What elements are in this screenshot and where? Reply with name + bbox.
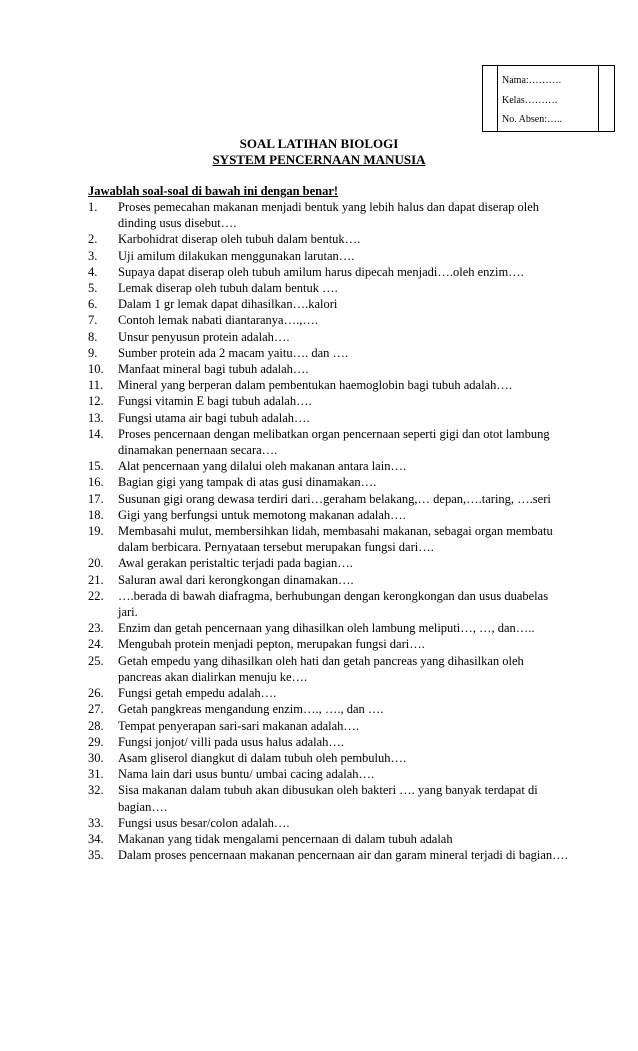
question-number: 30.	[88, 750, 104, 765]
question-text: Saluran awal dari kerongkongan dinamakan….	[118, 572, 354, 587]
question-number: 5.	[88, 281, 98, 296]
question-text: Fungsi getah empedu adalah….	[118, 686, 277, 701]
question-text: Getah pangkreas mengandung enzim…., …., dan ….	[118, 702, 384, 717]
question-text: Dalam 1 gr lemak dapat dihasilkan….kalori	[118, 297, 338, 312]
question-item	[88, 410, 568, 426]
question-text: Uji amilum dilakukan menggunakan larutan….	[118, 248, 355, 263]
question-item	[88, 248, 568, 264]
question-item	[88, 734, 568, 750]
question-text: Unsur penyusun protein adalah….	[118, 329, 290, 344]
page-subtitle: SYSTEM PENCERNAAN MANUSIA	[212, 152, 426, 167]
question-item	[88, 264, 568, 280]
question-number: 24.	[88, 637, 104, 652]
question-number: 3.	[88, 248, 98, 263]
question-text: ….berada di bawah diafragma, berhubungan dengan kerongkongan dan usus duabelas jari.	[118, 588, 549, 620]
question-number: 34.	[88, 831, 104, 846]
question-number: 35.	[88, 848, 104, 863]
question-text: Getah empedu yang dihasilkan oleh hati dan getah pancreas yang dihasilkan oleh pancreas akan dialirkan menuju ke….	[118, 653, 524, 684]
question-number: 15.	[88, 459, 104, 474]
question-number: 33.	[88, 815, 104, 830]
question-item	[88, 701, 568, 717]
question-item	[88, 555, 568, 571]
question-number: 6.	[88, 297, 98, 312]
question-text: Lemak diserap oleh tubuh dalam bentuk ….	[118, 281, 338, 296]
question-number: 28.	[88, 718, 104, 733]
question-text: Supaya dapat diserap oleh tubuh amilum harus dipecah menjadi….oleh enzim….	[118, 264, 524, 279]
field-nama: Nama:……….	[502, 75, 562, 86]
question-number: 14.	[88, 426, 104, 441]
question-number: 23.	[88, 621, 104, 636]
field-kelas: Kelas……….	[502, 94, 558, 106]
question-number: 31.	[88, 767, 104, 782]
question-text: Fungsi utama air bagi tubuh adalah….	[118, 410, 310, 425]
question-item	[88, 345, 568, 361]
question-item	[88, 280, 568, 296]
question-item	[88, 782, 568, 814]
question-number: 2.	[88, 232, 98, 247]
question-item	[88, 636, 568, 652]
question-item	[88, 831, 568, 847]
question-item	[88, 685, 568, 701]
question-item	[88, 653, 568, 685]
question-item	[88, 329, 568, 345]
field-no-absen: No. Absen:…..	[502, 114, 562, 125]
question-text: Tempat penyerapan sari-sari makanan adalah….	[118, 718, 360, 733]
question-text: Contoh lemak nabati diantaranya….,….	[118, 313, 318, 328]
question-number: 29.	[88, 734, 104, 749]
question-item	[88, 507, 568, 523]
question-number: 4.	[88, 264, 98, 279]
question-item	[88, 231, 568, 247]
question-number: 26.	[88, 686, 104, 701]
question-list	[88, 199, 568, 863]
question-item	[88, 572, 568, 588]
identity-box-right-column	[598, 66, 614, 131]
question-item	[88, 361, 568, 377]
question-text: Mineral yang berperan dalam pembentukan haemoglobin bagi tubuh adalah….	[118, 378, 512, 393]
question-item	[88, 588, 568, 620]
question-number: 13.	[88, 410, 104, 425]
question-text: Sisa makanan dalam tubuh akan dibusukan oleh bakteri …. yang banyak terdapat di bagian….	[118, 783, 538, 814]
question-text: Asam gliserol diangkut di dalam tubuh oleh pembuluh….	[118, 750, 407, 765]
question-item	[88, 312, 568, 328]
question-text: Fungsi vitamin E bagi tubuh adalah….	[118, 394, 312, 409]
question-number: 11.	[88, 378, 104, 393]
question-number: 27.	[88, 702, 104, 717]
question-text: Gigi yang berfungsi untuk memotong makanan adalah….	[118, 507, 406, 522]
question-number: 19.	[88, 524, 104, 539]
question-text: Membasahi mulut, membersihkan lidah, membasahi makanan, sebagai organ membatu dalam berbicara. Pernyataan tersebut merupakan fungsi dari….	[118, 524, 553, 555]
question-text: Bagian gigi yang tampak di atas gusi dinamakan….	[118, 475, 377, 490]
identity-box-left-column	[483, 66, 498, 131]
question-text: Enzim dan getah pencernaan yang dihasilkan oleh lambung meliputi…, …, dan…..	[118, 621, 535, 636]
question-item	[88, 474, 568, 490]
identity-fields	[502, 71, 562, 130]
question-item	[88, 523, 568, 555]
question-item	[88, 766, 568, 782]
student-identity-box	[482, 65, 615, 132]
question-number: 9.	[88, 345, 98, 360]
question-text: Manfaat mineral bagi tubuh adalah….	[118, 362, 309, 377]
question-number: 17.	[88, 491, 104, 506]
question-text: Awal gerakan peristaltic terjadi pada bagian….	[118, 556, 353, 571]
page-title: SOAL LATIHAN BIOLOGI	[239, 136, 399, 151]
question-text: Mengubah protein menjadi pepton, merupakan fungsi dari….	[118, 637, 425, 652]
question-number: 16.	[88, 475, 104, 490]
question-number: 32.	[88, 783, 104, 798]
question-text: Fungsi jonjot/ villi pada usus halus adalah….	[118, 734, 345, 749]
question-text: Sumber protein ada 2 macam yaitu…. dan ….	[118, 345, 349, 360]
question-item	[88, 426, 568, 458]
question-item	[88, 847, 568, 863]
question-item	[88, 620, 568, 636]
question-number: 20.	[88, 556, 104, 571]
question-number: 12.	[88, 394, 104, 409]
question-item	[88, 491, 568, 507]
question-text: Susunan gigi orang dewasa terdiri dari…geraham belakang,… depan,….taring, ….seri	[118, 491, 551, 506]
question-number: 18.	[88, 507, 104, 522]
question-number: 7.	[88, 313, 98, 328]
question-text: Alat pencernaan yang dilalui oleh makanan antara lain….	[118, 459, 407, 474]
question-number: 22.	[88, 588, 104, 603]
question-item	[88, 718, 568, 734]
question-text: Dalam proses pencernaan makanan pencernaan air dan garam mineral terjadi di bagian….	[118, 848, 568, 863]
question-item	[88, 750, 568, 766]
question-item	[88, 458, 568, 474]
question-item	[88, 377, 568, 393]
instructions: Jawablah soal-soal di bawah ini dengan benar!	[88, 184, 339, 198]
question-item	[88, 199, 568, 231]
question-text: Nama lain dari usus buntu/ umbai cacing adalah….	[118, 767, 375, 782]
question-item	[88, 393, 568, 409]
question-text: Fungsi usus besar/colon adalah….	[118, 815, 290, 830]
question-text: Proses pemecahan makanan menjadi bentuk yang lebih halus dan dapat diserap oleh dinding usus disebut….	[118, 200, 540, 231]
question-item	[88, 296, 568, 312]
question-text: Makanan yang tidak mengalami pencernaan di dalam tubuh adalah	[118, 831, 453, 846]
question-number: 21.	[88, 572, 104, 587]
question-item	[88, 815, 568, 831]
question-text: Proses pencernaan dengan melibatkan organ pencernaan seperti gigi dan otot lambung dinamakan penernaan secara….	[118, 426, 550, 458]
question-number: 10.	[88, 362, 104, 377]
question-number: 25.	[88, 653, 104, 668]
question-number: 8.	[88, 329, 98, 344]
question-number: 1.	[88, 200, 98, 214]
question-text: Karbohidrat diserap oleh tubuh dalam bentuk….	[118, 232, 361, 247]
